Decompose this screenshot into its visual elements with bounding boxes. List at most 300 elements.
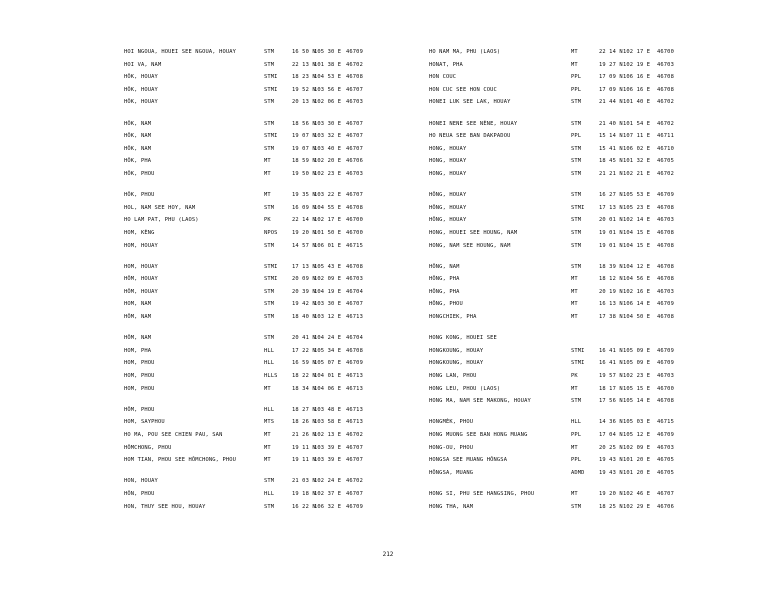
- entry-name: HO LAM PAT, PHU (LAOS): [124, 217, 199, 224]
- entry-name: HÔK, HOUAY: [124, 86, 158, 93]
- entry-name: HÔM, HOUAY: [124, 288, 158, 295]
- feature-type: MT: [264, 192, 271, 199]
- longitude: 106 16 E: [623, 74, 651, 81]
- longitude: 104 19 E: [314, 288, 342, 295]
- map-code: 46707: [346, 86, 363, 93]
- entry-name: HON CUC SEE HON COUC: [429, 86, 497, 93]
- feature-type: STM: [571, 217, 582, 224]
- map-code: 46715: [346, 242, 363, 249]
- entry-name: HONG, HOUAY: [429, 158, 467, 165]
- map-code: 46702: [657, 170, 674, 177]
- latitude: 20 13 N: [292, 99, 316, 106]
- feature-type: PPL: [571, 86, 582, 93]
- entry-name: HOM, HOUAY: [124, 242, 158, 249]
- entry-name: HONGCHIEK, PHA: [429, 314, 477, 321]
- feature-type: MT: [264, 457, 271, 464]
- latitude: 20 01 N: [599, 217, 623, 224]
- longitude: 103 12 E: [314, 314, 342, 321]
- longitude: 107 11 E: [623, 133, 651, 140]
- map-code: 46700: [657, 49, 674, 55]
- feature-type: MT: [571, 444, 578, 451]
- map-code: 46709: [657, 192, 674, 199]
- entry-name: HONG, HOUAY: [429, 145, 467, 152]
- feature-type: PPL: [571, 74, 582, 81]
- feature-type: ADMD: [571, 469, 585, 476]
- longitude: 104 15 E: [623, 229, 651, 236]
- longitude: 102 37 E: [314, 490, 342, 497]
- feature-type: STM: [571, 229, 582, 236]
- map-code: 46709: [346, 360, 363, 367]
- longitude: 103 39 E: [314, 457, 342, 464]
- map-code: 46703: [346, 99, 363, 106]
- map-code: 46703: [657, 61, 674, 68]
- longitude: 103 30 E: [314, 120, 342, 127]
- latitude: 14 57 N: [292, 242, 316, 249]
- feature-type: MT: [571, 314, 578, 321]
- latitude: 16 41 N: [599, 347, 623, 354]
- longitude: 102 46 E: [623, 490, 651, 497]
- feature-type: PK: [571, 373, 578, 380]
- feature-type: STM: [571, 120, 582, 127]
- feature-type: MT: [264, 170, 271, 177]
- feature-type: PPL: [571, 432, 582, 438]
- longitude: 102 09 E: [314, 276, 342, 283]
- map-code: 46709: [657, 347, 674, 354]
- entry-name: HOM, PHOU: [124, 373, 155, 380]
- latitude: 20 39 N: [292, 288, 316, 295]
- latitude: 17 09 N: [599, 86, 623, 93]
- longitude: 104 24 E: [314, 335, 342, 342]
- feature-type: MT: [571, 61, 578, 68]
- feature-type: STMI: [264, 133, 278, 140]
- entry-name: HONGMÈK, PHOU: [429, 419, 474, 426]
- feature-type: PPL: [571, 133, 582, 140]
- entry-name: HÔK, PHOU: [124, 170, 155, 177]
- longitude: 104 12 E: [623, 263, 651, 270]
- entry-name: HONG SI, PHU SEE HANGSING, PHOU: [429, 490, 535, 497]
- map-code: 46707: [657, 490, 674, 497]
- entry-name: HÔK, PHA: [124, 158, 152, 165]
- longitude: 102 19 E: [623, 61, 651, 68]
- longitude: 104 56 E: [623, 276, 651, 283]
- feature-type: STM: [264, 49, 275, 55]
- feature-type: STM: [264, 301, 275, 308]
- map-code: 46715: [657, 419, 674, 426]
- map-code: 46709: [346, 49, 363, 55]
- longitude: 103 30 E: [314, 301, 342, 308]
- entry-name: HÔK, NAM: [124, 133, 152, 140]
- entry-name: HONG KONG, HOUEI SEE: [429, 335, 497, 342]
- longitude: 104 01 E: [314, 373, 342, 380]
- latitude: 18 59 N: [292, 158, 316, 165]
- feature-type: STM: [571, 170, 582, 177]
- longitude: 106 32 E: [314, 503, 342, 510]
- entry-name: HONEI LUK SEE LAK, HOUAY: [429, 99, 511, 106]
- map-code: 46705: [657, 469, 674, 476]
- longitude: 103 56 E: [314, 86, 342, 93]
- entry-name: HON COUC: [429, 74, 457, 81]
- entry-name: HÔMCHONG, PHOU: [124, 444, 172, 451]
- map-code: 46707: [346, 192, 363, 199]
- longitude: 102 17 E: [314, 217, 342, 224]
- map-code: 46708: [346, 204, 363, 211]
- entry-name: HONAT, PHA: [429, 61, 463, 68]
- map-code: 46702: [657, 99, 674, 106]
- latitude: 16 41 N: [599, 360, 623, 367]
- feature-type: STMI: [264, 86, 278, 93]
- longitude: 105 07 E: [314, 360, 342, 367]
- longitude: 103 22 E: [314, 192, 342, 199]
- entry-name: HOL, NAM SEE HOY, NAM: [124, 204, 196, 211]
- entry-name: HOM, SAYPHOU: [124, 419, 165, 426]
- latitude: 19 07 N: [292, 145, 316, 152]
- feature-type: HLL: [264, 347, 275, 354]
- map-code: 46702: [346, 432, 363, 438]
- feature-type: MT: [264, 432, 271, 438]
- latitude: 19 43 N: [599, 457, 623, 464]
- latitude: 16 50 N: [292, 49, 316, 55]
- longitude: 105 34 E: [314, 347, 342, 354]
- longitude: 102 20 E: [314, 158, 342, 165]
- latitude: 17 04 N: [599, 432, 623, 438]
- map-code: 46707: [346, 490, 363, 497]
- map-code: 46713: [346, 419, 363, 426]
- longitude: 105 12 E: [623, 432, 651, 438]
- latitude: 18 23 N: [292, 74, 316, 81]
- longitude: 101 38 E: [314, 61, 342, 68]
- longitude: 105 14 E: [623, 398, 651, 405]
- latitude: 22 14 N: [599, 49, 623, 55]
- entry-name: HOM, PHA: [124, 347, 152, 354]
- latitude: 20 41 N: [292, 335, 316, 342]
- entry-name: HÔNG, HOUAY: [429, 192, 467, 199]
- longitude: 102 29 E: [623, 503, 651, 510]
- latitude: 17 13 N: [599, 204, 623, 211]
- longitude: 102 06 E: [314, 99, 342, 106]
- latitude: 19 11 N: [292, 457, 316, 464]
- latitude: 19 11 N: [292, 444, 316, 451]
- feature-type: PK: [264, 217, 271, 224]
- feature-type: STM: [264, 242, 275, 249]
- feature-type: STM: [571, 242, 582, 249]
- entry-name: HÔK, NAM: [124, 145, 152, 152]
- map-code: 46708: [657, 86, 674, 93]
- entry-name: HÔNGSA, MUANG: [429, 469, 474, 476]
- entry-name: HONG, HOUEI SEE HOUNG, NAM: [429, 229, 518, 236]
- longitude: 106 16 E: [623, 86, 651, 93]
- map-code: 46706: [346, 158, 363, 165]
- entry-name: HONGSA SEE MUANG HÔNGSA: [429, 457, 508, 464]
- map-code: 46713: [346, 406, 363, 413]
- latitude: 19 20 N: [292, 229, 316, 236]
- feature-type: MT: [264, 158, 271, 165]
- feature-type: STM: [571, 192, 582, 199]
- latitude: 18 22 N: [292, 373, 316, 380]
- feature-type: STM: [571, 158, 582, 165]
- longitude: 102 23 E: [314, 170, 342, 177]
- map-code: 46704: [346, 288, 363, 295]
- feature-type: MTS: [264, 419, 275, 426]
- map-code: 46705: [657, 158, 674, 165]
- latitude: 17 38 N: [599, 314, 623, 321]
- map-code: 46702: [346, 61, 363, 68]
- map-code: 46709: [657, 360, 674, 367]
- longitude: 104 55 E: [314, 204, 342, 211]
- map-code: 46700: [346, 217, 363, 224]
- map-code: 46703: [346, 170, 363, 177]
- latitude: 19 01 N: [599, 242, 623, 249]
- latitude: 17 09 N: [599, 74, 623, 81]
- map-code: 46707: [346, 133, 363, 140]
- map-code: 46707: [346, 145, 363, 152]
- map-code: 46711: [657, 133, 674, 140]
- latitude: 15 14 N: [599, 133, 623, 140]
- longitude: 105 30 E: [314, 49, 342, 55]
- map-code: 46700: [657, 385, 674, 392]
- latitude: 16 22 N: [292, 503, 316, 510]
- feature-type: MT: [571, 385, 578, 392]
- longitude: 101 20 E: [623, 469, 651, 476]
- entry-name: HONG-OU, PHOU: [429, 444, 474, 451]
- latitude: 21 40 N: [599, 120, 623, 127]
- feature-type: STM: [264, 120, 275, 127]
- map-code: 46713: [346, 385, 363, 392]
- entry-name: HONG LEU, PHOU (LAOS): [429, 385, 501, 392]
- feature-type: STM: [571, 145, 582, 152]
- latitude: 21 44 N: [599, 99, 623, 106]
- longitude: 102 16 E: [623, 288, 651, 295]
- latitude: 21 03 N: [292, 478, 316, 485]
- entry-name: HO MA, POU SEE CHIEN PAU, SAN: [124, 432, 223, 438]
- entry-name: HOM, PHOU: [124, 385, 155, 392]
- feature-type: STM: [264, 314, 275, 321]
- entry-name: HÔM, NAM: [124, 314, 152, 321]
- map-code: 46708: [657, 276, 674, 283]
- longitude: 104 06 E: [314, 385, 342, 392]
- entry-name: HONG, NAM SEE HOUNG, NAM: [429, 242, 511, 249]
- entry-name: HOI VA, NAM: [124, 61, 162, 68]
- map-code: 46702: [346, 478, 363, 485]
- longitude: 105 43 E: [314, 263, 342, 270]
- longitude: 102 24 E: [314, 478, 342, 485]
- longitude: 102 14 E: [623, 217, 651, 224]
- feature-type: STMI: [264, 276, 278, 283]
- map-code: 46705: [657, 457, 674, 464]
- longitude: 106 01 E: [314, 242, 342, 249]
- map-code: 46709: [346, 503, 363, 510]
- feature-type: STM: [264, 478, 275, 485]
- feature-type: STMI: [264, 263, 278, 270]
- page-number: 212: [382, 551, 394, 558]
- entry-name: HOM, PHOU: [124, 360, 155, 367]
- feature-type: STMI: [571, 347, 585, 354]
- feature-type: STMI: [571, 360, 585, 367]
- feature-type: STM: [264, 204, 275, 211]
- feature-type: MT: [264, 385, 271, 392]
- latitude: 22 14 N: [292, 217, 316, 224]
- latitude: 18 39 N: [599, 263, 623, 270]
- latitude: 16 59 N: [292, 360, 316, 367]
- feature-type: HLL: [571, 419, 582, 426]
- longitude: 101 40 E: [623, 99, 651, 106]
- latitude: 19 27 N: [599, 61, 623, 68]
- latitude: 20 09 N: [292, 276, 316, 283]
- feature-type: STM: [571, 99, 582, 106]
- entry-name: HONG MA, NAM SEE MAKONG, HOUAY: [429, 398, 531, 405]
- feature-type: HLL: [264, 360, 275, 367]
- longitude: 105 23 E: [623, 204, 651, 211]
- latitude: 18 27 N: [292, 406, 316, 413]
- longitude: 101 20 E: [623, 457, 651, 464]
- latitude: 20 19 N: [599, 288, 623, 295]
- entry-name: HÔNG, PHA: [429, 276, 460, 283]
- latitude: 18 25 N: [599, 503, 623, 510]
- feature-type: MT: [571, 288, 578, 295]
- longitude: 105 03 E: [623, 419, 651, 426]
- feature-type: STM: [264, 99, 275, 106]
- feature-type: MT: [264, 444, 271, 451]
- latitude: 15 41 N: [599, 145, 623, 152]
- latitude: 19 57 N: [599, 373, 623, 380]
- entry-name: HÔNG, NAM: [429, 263, 460, 270]
- map-code: 46707: [346, 457, 363, 464]
- feature-type: STM: [571, 398, 582, 405]
- map-code: 46703: [346, 276, 363, 283]
- entry-name: HÔK, PHOU: [124, 192, 155, 199]
- longitude: 101 54 E: [623, 120, 651, 127]
- map-code: 46713: [346, 373, 363, 380]
- feature-type: MT: [571, 276, 578, 283]
- feature-type: NPOS: [264, 229, 278, 236]
- latitude: 19 20 N: [599, 490, 623, 497]
- longitude: 101 32 E: [623, 158, 651, 165]
- longitude: 103 40 E: [314, 145, 342, 152]
- entry-name: HONEI NENE SEE NÈNE, HOUAY: [429, 120, 518, 127]
- map-code: 46710: [657, 145, 674, 152]
- map-code: 46707: [346, 120, 363, 127]
- entry-name: HÔNG, HOUAY: [429, 204, 467, 211]
- feature-type: MT: [571, 49, 578, 55]
- latitude: 18 12 N: [599, 276, 623, 283]
- feature-type: STMI: [571, 204, 585, 211]
- latitude: 22 13 N: [292, 61, 316, 68]
- entry-name: HONGKOUNG, HOUAY: [429, 360, 484, 367]
- entry-name: HO NEUA SEE BAN DAKPADOU: [429, 133, 511, 140]
- entry-name: HÔNG, PHOU: [429, 301, 463, 308]
- latitude: 18 26 N: [292, 419, 316, 426]
- latitude: 19 52 N: [292, 86, 316, 93]
- feature-type: HLL: [264, 406, 275, 413]
- latitude: 21 26 N: [292, 432, 316, 438]
- map-code: 46708: [657, 229, 674, 236]
- entry-name: HONG, HOUAY: [429, 170, 467, 177]
- latitude: 19 01 N: [599, 229, 623, 236]
- longitude: 102 23 E: [623, 373, 651, 380]
- map-code: 46709: [657, 432, 674, 438]
- latitude: 19 35 N: [292, 192, 316, 199]
- entry-name: HÔM, NAM: [124, 335, 152, 342]
- latitude: 19 07 N: [292, 133, 316, 140]
- longitude: 103 32 E: [314, 133, 342, 140]
- map-code: 46708: [657, 263, 674, 270]
- entry-name: HÔNG, PHA: [429, 288, 460, 295]
- latitude: 19 42 N: [292, 301, 316, 308]
- map-code: 46703: [657, 288, 674, 295]
- map-code: 46707: [346, 444, 363, 451]
- entry-name: HÔK, NAM: [124, 120, 152, 127]
- longitude: 101 50 E: [314, 229, 342, 236]
- entry-name: HOM, HOUAY: [124, 263, 158, 270]
- longitude: 102 21 E: [623, 170, 651, 177]
- feature-type: STM: [264, 145, 275, 152]
- entry-name: HOM, KÈNG: [124, 229, 155, 236]
- latitude: 17 13 N: [292, 263, 316, 270]
- entry-name: HÔM, PHOU: [124, 406, 155, 413]
- latitude: 20 25 N: [599, 444, 623, 451]
- entry-name: HOI NGOUA, HOUEI SEE NGOUA, HOUAY: [124, 49, 237, 55]
- map-code: 46703: [657, 444, 674, 451]
- latitude: 18 34 N: [292, 385, 316, 392]
- longitude: 104 15 E: [623, 242, 651, 249]
- longitude: 102 13 E: [314, 432, 342, 438]
- entry-name: HO NAM MA, PHU (LAOS): [429, 49, 501, 55]
- map-code: 46702: [657, 120, 674, 127]
- map-code: 46708: [657, 398, 674, 405]
- entry-name: HOM TIAN, PHOU SEE HÔMCHONG, PHOU: [124, 457, 237, 464]
- latitude: 17 56 N: [599, 398, 623, 405]
- latitude: 18 17 N: [599, 385, 623, 392]
- entry-name: HÔK, HOUAY: [124, 99, 158, 106]
- longitude: 105 09 E: [623, 347, 651, 354]
- feature-type: PPL: [571, 457, 582, 464]
- map-code: 46708: [657, 204, 674, 211]
- entry-name: HÔM, HOUAY: [124, 276, 158, 283]
- longitude: 106 02 E: [623, 145, 651, 152]
- map-code: 46708: [346, 347, 363, 354]
- map-code: 46713: [346, 314, 363, 321]
- feature-type: HLL: [264, 490, 275, 497]
- longitude: 102 17 E: [623, 49, 651, 55]
- feature-type: STM: [264, 335, 275, 342]
- longitude: 103 58 E: [314, 419, 342, 426]
- latitude: 14 36 N: [599, 419, 623, 426]
- map-code: 46708: [657, 74, 674, 81]
- map-code: 46708: [657, 242, 674, 249]
- entry-name: HÔNG, HOUAY: [429, 217, 467, 224]
- longitude: 104 53 E: [314, 74, 342, 81]
- map-code: 46709: [657, 301, 674, 308]
- map-code: 46708: [346, 263, 363, 270]
- map-code: 46703: [657, 217, 674, 224]
- entry-name: HONG MUONG SEE BAN HONG MUANG: [429, 432, 528, 438]
- map-code: 46703: [657, 373, 674, 380]
- map-code: 46708: [657, 314, 674, 321]
- map-code: 46700: [346, 229, 363, 236]
- longitude: 103 39 E: [314, 444, 342, 451]
- latitude: 18 45 N: [599, 158, 623, 165]
- map-code: 46706: [657, 503, 674, 510]
- feature-type: STMI: [264, 74, 278, 81]
- entry-name: HÔN, PHOU: [124, 490, 155, 497]
- latitude: 18 40 N: [292, 314, 316, 321]
- longitude: 105 15 E: [623, 385, 651, 392]
- longitude: 103 48 E: [314, 406, 342, 413]
- entry-name: HONG THA, NAM: [429, 503, 474, 510]
- entry-name: HON, HOUAY: [124, 478, 158, 485]
- longitude: 104 50 E: [623, 314, 651, 321]
- map-code: 46707: [346, 301, 363, 308]
- map-code: 46708: [346, 74, 363, 81]
